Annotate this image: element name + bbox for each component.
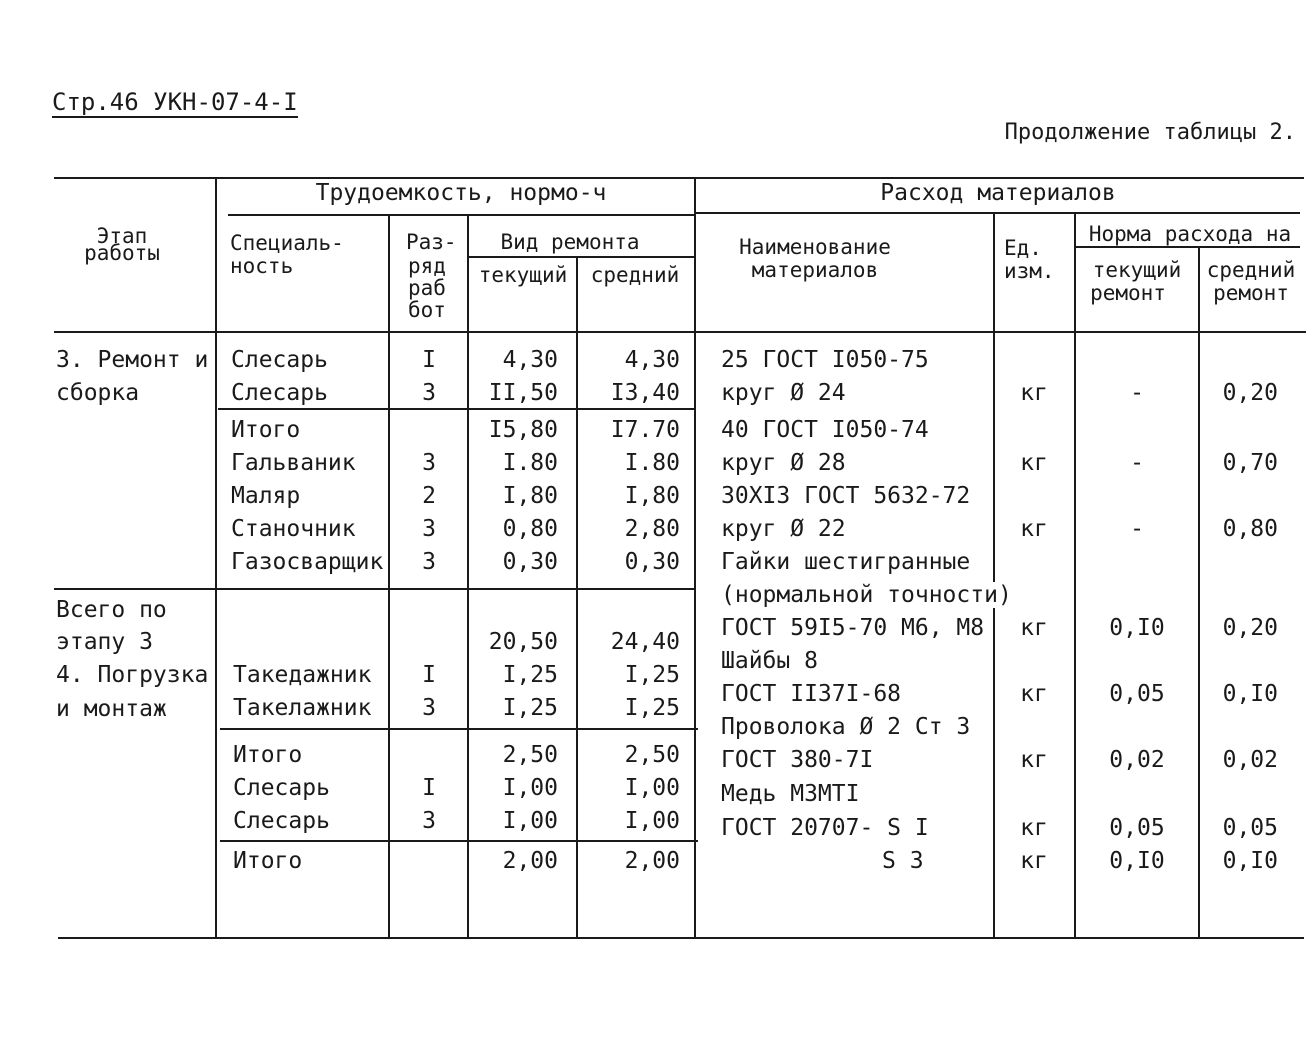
specialty-cell: Маляр	[231, 483, 301, 509]
col-divider-stage	[215, 178, 217, 939]
current-hours-cell: I,00	[502, 775, 558, 801]
current-hours-cell: 20,50	[488, 629, 558, 655]
material-name-cell: 40 ГОСТ I050-74	[721, 417, 929, 443]
norm-medium-cell: 0,70	[1222, 450, 1278, 476]
header-norm-medium-1: средний	[1206, 258, 1296, 282]
norm-current-cell: -	[1130, 450, 1144, 476]
header-current: текущий	[478, 263, 568, 287]
grade-cell: 3	[422, 808, 436, 834]
norm-current-cell: 0,02	[1109, 747, 1165, 773]
current-hours-cell: II,50	[488, 380, 558, 406]
grade-cell: I	[422, 662, 436, 688]
header-materials: Расход материалов	[880, 180, 1116, 206]
specialty-cell: Слесарь	[233, 808, 330, 834]
norm-current-cell: -	[1130, 516, 1144, 542]
grade-cell: 3	[422, 549, 436, 575]
medium-hours-cell: I,25	[624, 695, 680, 721]
norm-medium-cell: 0,I0	[1222, 681, 1278, 707]
medium-hours-cell: 2,00	[624, 848, 680, 874]
current-hours-cell: 2,50	[502, 742, 558, 768]
material-name-cell: Проволока Ø 2 Ст 3	[721, 714, 971, 740]
header-grade-4: бот	[408, 298, 446, 322]
row-divider	[220, 840, 698, 842]
col-divider-mat-name	[993, 214, 995, 939]
material-name-cell: Шайбы 8	[721, 648, 818, 674]
col-divider-current	[576, 256, 578, 939]
norm-medium-cell: 0,20	[1222, 380, 1278, 406]
unit-cell: кг	[1020, 747, 1048, 773]
specialty-cell: Слесарь	[231, 347, 328, 373]
table-bottom-border	[58, 937, 1304, 939]
row-divider	[218, 408, 696, 410]
medium-hours-cell: 2,80	[624, 516, 680, 542]
specialty-cell: Газосварщик	[231, 549, 384, 575]
norm-current-cell: 0,I0	[1109, 848, 1165, 874]
unit-cell: кг	[1020, 681, 1048, 707]
header-grade-3: раб	[408, 276, 446, 300]
stage-label: Всего по	[56, 597, 167, 623]
current-hours-cell: I.80	[502, 450, 558, 476]
unit-cell: кг	[1020, 450, 1048, 476]
medium-hours-cell: 4,30	[624, 347, 680, 373]
material-name-cell: круг Ø 24	[721, 380, 846, 406]
current-hours-cell: 0,80	[502, 516, 558, 542]
material-name-cell: S 3	[882, 848, 924, 874]
header-specialty-2: ность	[230, 254, 294, 278]
current-hours-cell: I,25	[502, 695, 558, 721]
material-name-cell: круг Ø 22	[721, 516, 846, 542]
norm-current-cell: 0,05	[1109, 681, 1165, 707]
header-stage-1: Этап	[96, 224, 148, 248]
specialty-cell: Слесарь	[233, 775, 330, 801]
material-name-cell: ГОСТ 59I5-70 М6, М8	[721, 615, 985, 641]
page-reference: Стр.46 УКН-07-4-I	[52, 88, 298, 116]
labor-header-divider	[228, 214, 694, 216]
stage-divider	[54, 588, 696, 590]
grade-cell: 2	[422, 483, 436, 509]
header-labor: Трудоемкость, нормо-ч	[315, 180, 607, 206]
material-name-cell: Медь М3МТI	[721, 781, 860, 807]
norm-medium-cell: 0,20	[1222, 615, 1278, 641]
unit-cell: кг	[1020, 615, 1048, 641]
current-hours-cell: I5,80	[488, 417, 558, 443]
medium-hours-cell: I,25	[624, 662, 680, 688]
header-medium: средний	[590, 263, 680, 287]
material-name-cell: 30ХI3 ГОСТ 5632-72	[721, 483, 971, 509]
header-specialty-1: Специаль-	[230, 231, 344, 255]
medium-hours-cell: I.80	[624, 450, 680, 476]
norm-medium-cell: 0,02	[1222, 747, 1278, 773]
header-norm-current-2: ремонт	[1090, 281, 1166, 305]
norm-current-cell: 0,05	[1109, 815, 1165, 841]
material-name-cell: 25 ГОСТ I050-75	[721, 347, 929, 373]
medium-hours-cell: 2,50	[624, 742, 680, 768]
current-hours-cell: 4,30	[502, 347, 558, 373]
header-stage-2: работы	[84, 241, 160, 265]
medium-hours-cell: 24,40	[610, 629, 680, 655]
medium-hours-cell: I,80	[624, 483, 680, 509]
current-hours-cell: 0,30	[502, 549, 558, 575]
material-name-cell: ГОСТ II37I-68	[721, 681, 902, 707]
header-bottom-border	[54, 331, 1306, 333]
specialty-cell: Итого	[231, 417, 301, 443]
header-repair-type: Вид ремонта	[500, 230, 640, 254]
grade-cell: 3	[422, 380, 436, 406]
header-norm-current-1: текущий	[1092, 258, 1182, 282]
header-material-name-2: материалов	[751, 258, 879, 282]
current-hours-cell: I,80	[502, 483, 558, 509]
grade-cell: I	[422, 775, 436, 801]
norm-medium-cell: 0,80	[1222, 516, 1278, 542]
row-divider	[220, 728, 698, 730]
header-norm-medium-2: ремонт	[1213, 281, 1289, 305]
stage-label: 3. Ремонт и	[56, 347, 209, 373]
stage-label: 4. Погрузка	[56, 662, 209, 688]
norm-medium-cell: 0,I0	[1222, 848, 1278, 874]
header-norm: Норма расхода на	[1088, 222, 1292, 246]
norm-current-cell: -	[1130, 380, 1144, 406]
header-unit-1: Ед.	[1004, 236, 1042, 260]
medium-hours-cell: I7.70	[610, 417, 680, 443]
specialty-cell: Гальваник	[231, 450, 356, 476]
medium-hours-cell: I,00	[624, 775, 680, 801]
current-hours-cell: I,00	[502, 808, 558, 834]
current-hours-cell: 2,00	[502, 848, 558, 874]
grade-cell: 3	[422, 695, 436, 721]
material-name-cell: Гайки шестигранные	[721, 549, 971, 575]
specialty-cell: Станочник	[231, 516, 356, 542]
grade-cell: 3	[422, 516, 436, 542]
material-name-cell: круг Ø 28	[721, 450, 846, 476]
stage-label: этапу 3	[56, 629, 153, 655]
material-name-cell: (нормальной точности)	[721, 582, 1012, 608]
medium-hours-cell: I3,40	[610, 380, 680, 406]
specialty-cell: Такедажник	[233, 662, 372, 688]
norm-current-cell: 0,I0	[1109, 615, 1165, 641]
grade-cell: 3	[422, 450, 436, 476]
unit-cell: кг	[1020, 516, 1048, 542]
col-divider-labor-materials	[694, 178, 696, 939]
unit-cell: кг	[1020, 848, 1048, 874]
grade-cell: I	[422, 347, 436, 373]
medium-hours-cell: 0,30	[624, 549, 680, 575]
specialty-cell: Итого	[233, 848, 303, 874]
norm-medium-cell: 0,05	[1222, 815, 1278, 841]
specialty-cell: Итого	[233, 742, 303, 768]
header-unit-2: изм.	[1004, 259, 1055, 283]
current-hours-cell: I,25	[502, 662, 558, 688]
repair-type-divider	[468, 256, 694, 258]
norm-header-divider	[1074, 246, 1300, 248]
specialty-cell: Такелажник	[233, 695, 372, 721]
header-grade-2: ряд	[408, 254, 446, 278]
material-name-cell: ГОСТ 380-7I	[721, 747, 874, 773]
table-continuation-label: Продолжение таблицы 2.	[1004, 120, 1296, 145]
unit-cell: кг	[1020, 380, 1048, 406]
header-grade-1: Раз-	[406, 230, 457, 254]
stage-label: сборка	[56, 380, 140, 406]
stage-label: и монтаж	[56, 696, 167, 722]
specialty-cell: Слесарь	[231, 380, 328, 406]
medium-hours-cell: I,00	[624, 808, 680, 834]
materials-header-divider	[696, 212, 1300, 214]
table-top-border	[54, 177, 1304, 179]
material-name-cell: ГОСТ 20707- S I	[721, 815, 929, 841]
header-material-name-1: Наименование	[739, 235, 891, 259]
unit-cell: кг	[1020, 815, 1048, 841]
